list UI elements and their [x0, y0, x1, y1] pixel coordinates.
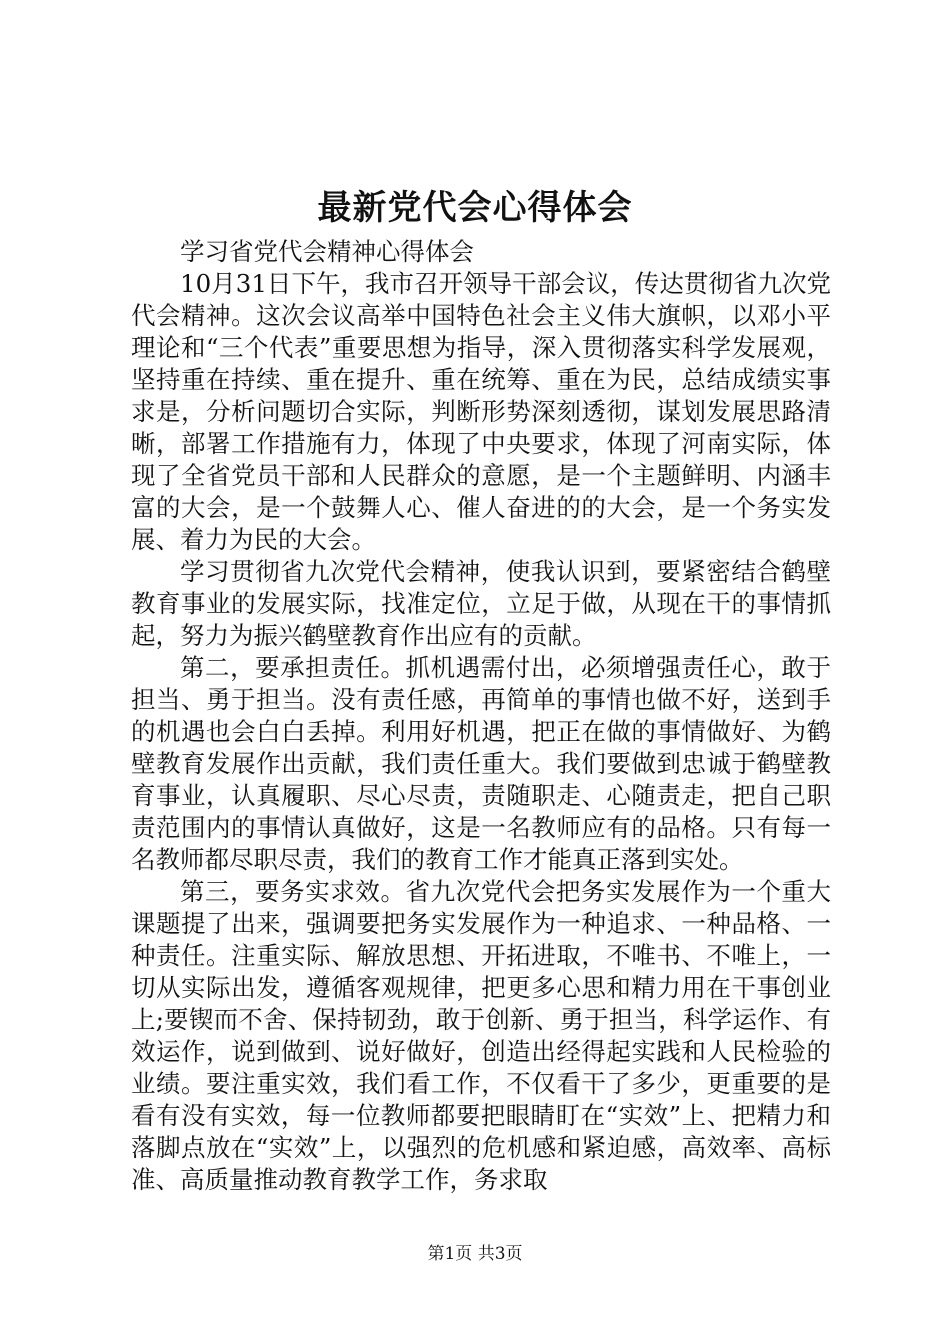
subtitle-paragraph: 学习省党代会精神心得体会: [180, 237, 474, 266]
body-paragraph-3: 第二，要承担责任。抓机遇需付出，必须增强责任心，敢于担当、勇于担当。没有责任感，再简单的事情也做不好，送到手的机遇也会白白丢掉。利用好机遇，把正在做的事情做好、为鹤壁教育发展作出贡献，我们责任重大。我们要做到忠诚于鹤壁教育事业，认真履职、尽心尽责，责随职走、心随责走，把自己职责范围内的事情认真做好，这是一名教师应有的品格。只有每一名教师都尽职尽责，我们的教育工作才能真正落到实处。: [131, 653, 831, 874]
document-title: 最新党代会心得体会: [317, 188, 633, 228]
page-footer: 第1页 共3页: [427, 1244, 523, 1264]
body-paragraph-2: 学习贯彻省九次党代会精神，使我认识到，要紧密结合鹤壁教育事业的发展实际，找准定位，立足于做，从现在干的事情抓起，努力为振兴鹤壁教育作出应有的贡献。: [131, 557, 831, 650]
body-paragraph-4: 第三，要务实求效。省九次党代会把务实发展作为一个重大课题提了出来，强调要把务实发展作为一种追求、一种品格、一种责任。注重实际、解放思想、开拓进取，不唯书、不唯上，一切从实际出发，遵循客观规律，把更多心思和精力用在干事创业上;要锲而不舍、保持韧劲，敢于创新、勇于担当，科学运作、有效运作，说到做到、说好做好，创造出经得起实践和人民检验的业绩。要注重实效，我们看工作，不仅看干了多少，更重要的是看有没有实效，每一位教师都要把眼睛盯在“实效”上、把精力和落脚点放在“实效”上，以强烈的危机感和紧迫感，高效率、高标准、高质量推动教育教学工作，务求取: [131, 877, 831, 1194]
document-body: [131, 236, 831, 1196]
body-paragraph-1: 10月31日下午，我市召开领导干部会议，传达贯彻省九次党代会精神。这次会议高举中国特色社会主义伟大旗帜，以邓小平理论和“三个代表”重要思想为指导，深入贯彻落实科学发展观，坚持重在持续、重在提升、重在统筹、重在为民，总结成绩实事求是，分析问题切合实际，判断形势深刻透彻，谋划发展思路清晰，部署工作措施有力，体现了中央要求，体现了河南实际，体现了全省党员干部和人民群众的意愿，是一个主题鲜明、内涵丰富的大会，是一个鼓舞人心、催人奋进的的大会，是一个务实发展、着力为民的大会。: [131, 269, 831, 554]
